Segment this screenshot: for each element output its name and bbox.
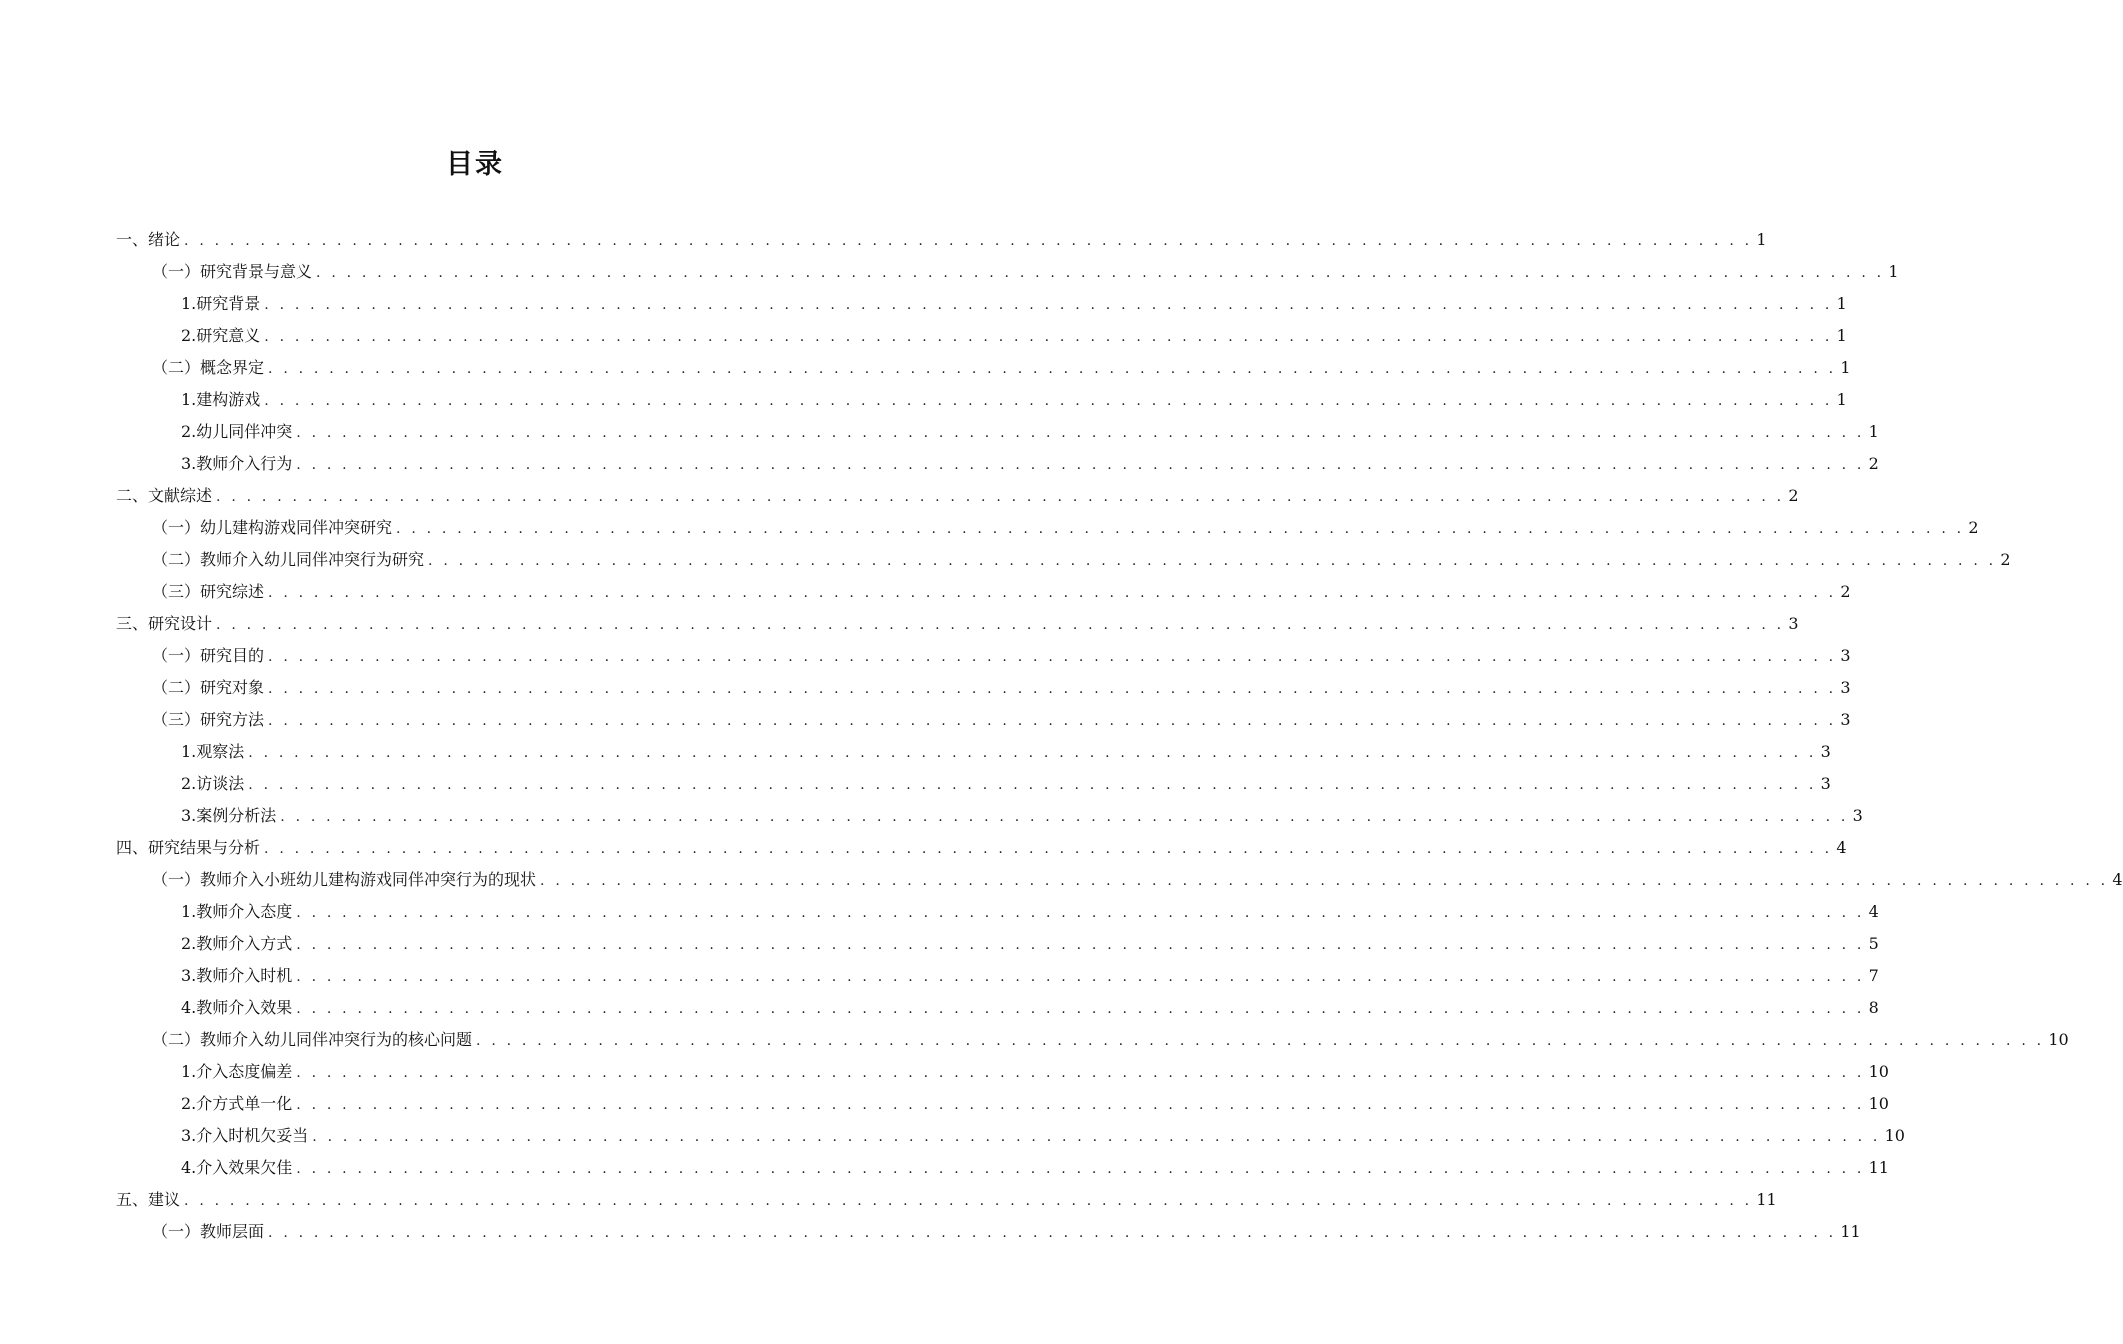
toc-entry-page-number: 3 xyxy=(1820,742,1831,761)
toc-dot-leader: . . . . . . . . . . . . . . . . . . . . . . . . . . . . . . . . . . . . . . . . . . . . . . . . . . . . . . . . . . . . . . . . . . . . . . . . . . . . . . . . . . . . . . . . . . . . . . . . . . . . . . . xyxy=(268,585,1837,601)
toc-entry[interactable] xyxy=(0,320,1847,352)
toc-entry[interactable] xyxy=(0,1024,2069,1056)
toc-entry-label: 2.幼儿同伴冲突 xyxy=(181,422,293,441)
toc-entry[interactable] xyxy=(0,672,1851,704)
toc-dot-leader: . . . . . . . . . . . . . . . . . . . . . . . . . . . . . . . . . . . . . . . . . . . . . . . . . . . . . . . . . . . . . . . . . . . . . . . . . . . . . . . . . . . . . . . . . . . . . . . . . . . . . . . xyxy=(296,457,1865,473)
toc-entry[interactable] xyxy=(0,736,1831,768)
toc-entry-label: 四、研究结果与分析 xyxy=(116,838,261,857)
toc-entry[interactable] xyxy=(0,288,1847,320)
toc-entry-page-number: 11 xyxy=(1840,1222,1861,1241)
toc-entry-page-number: 2 xyxy=(1968,518,1979,537)
toc-entry-page-number: 5 xyxy=(1868,934,1879,953)
toc-entry-page-number: 3 xyxy=(1840,710,1851,729)
toc-dot-leader: . . . . . . . . . . . . . . . . . . . . . . . . . . . . . . . . . . . . . . . . . . . . . . . . . . . . . . . . . . . . . . . . . . . . . . . . . . . . . . . . . . . . . . . . . . . . . . . . . . . . . . . xyxy=(296,1001,1865,1017)
toc-entry[interactable] xyxy=(0,960,1879,992)
toc-dot-leader: . . . . . . . . . . . . . . . . . . . . . . . . . . . . . . . . . . . . . . . . . . . . . . . . . . . . . . . . . . . . . . . . . . . . . . . . . . . . . . . . . . . . . . . . . . . . . . . . . . . . . . . xyxy=(296,969,1865,985)
toc-dot-leader: . . . . . . . . . . . . . . . . . . . . . . . . . . . . . . . . . . . . . . . . . . . . . . . . . . . . . . . . . . . . . . . . . . . . . . . . . . . . . . . . . . . . . . . . . . . . . . . . . . . . . . . xyxy=(296,1161,1865,1177)
toc-entry-label: 1.教师介入态度 xyxy=(181,902,293,921)
toc-entry-page-number: 1 xyxy=(1756,230,1767,249)
toc-entry-label: （一）教师层面 xyxy=(152,1222,265,1241)
page-title: 目录 xyxy=(446,149,504,180)
toc-entry-page-number: 4 xyxy=(1836,838,1847,857)
toc-entry[interactable] xyxy=(0,928,1879,960)
toc-entry[interactable] xyxy=(0,704,1851,736)
toc-entry-label: 4.教师介入效果 xyxy=(181,998,293,1017)
toc-entry-page-number: 11 xyxy=(1756,1190,1777,1209)
toc-entry-label: 三、研究设计 xyxy=(116,614,213,633)
toc-entry-label: （三）研究方法 xyxy=(152,710,265,729)
toc-entry-label: 2.访谈法 xyxy=(181,774,245,793)
toc-entry-page-number: 1 xyxy=(1868,422,1879,441)
toc-entry[interactable] xyxy=(0,992,1879,1024)
toc-entry-label: 1.研究背景 xyxy=(181,294,261,313)
toc-entry-page-number: 4 xyxy=(2112,870,2123,889)
toc-dot-leader: . . . . . . . . . . . . . . . . . . . . . . . . . . . . . . . . . . . . . . . . . . . . . . . . . . . . . . . . . . . . . . . . . . . . . . . . . . . . . . . . . . . . . . . . . . . . . . . . . . . . . . . xyxy=(296,1065,1865,1081)
toc-dot-leader: . . . . . . . . . . . . . . . . . . . . . . . . . . . . . . . . . . . . . . . . . . . . . . . . . . . . . . . . . . . . . . . . . . . . . . . . . . . . . . . . . . . . . . . . . . . . . . . . . . . . . . . xyxy=(540,873,2109,889)
toc-entry-label: 2.教师介入方式 xyxy=(181,934,293,953)
toc-entry[interactable] xyxy=(0,224,1767,256)
toc-entry[interactable] xyxy=(0,896,1879,928)
toc-entry-label: 1.观察法 xyxy=(181,742,245,761)
toc-entry-label: 3.介入时机欠妥当 xyxy=(181,1126,309,1145)
toc-entry-label: 一、绪论 xyxy=(116,230,181,249)
toc-dot-leader: . . . . . . . . . . . . . . . . . . . . . . . . . . . . . . . . . . . . . . . . . . . . . . . . . . . . . . . . . . . . . . . . . . . . . . . . . . . . . . . . . . . . . . . . . . . . . . . . . . . . . . . xyxy=(216,489,1785,505)
toc-dot-leader: . . . . . . . . . . . . . . . . . . . . . . . . . . . . . . . . . . . . . . . . . . . . . . . . . . . . . . . . . . . . . . . . . . . . . . . . . . . . . . . . . . . . . . . . . . . . . . . . . . . . . . . xyxy=(184,233,1753,249)
toc-entry-page-number: 10 xyxy=(1868,1062,1889,1081)
toc-dot-leader: . . . . . . . . . . . . . . . . . . . . . . . . . . . . . . . . . . . . . . . . . . . . . . . . . . . . . . . . . . . . . . . . . . . . . . . . . . . . . . . . . . . . . . . . . . . . . . . . . . . . . . . xyxy=(268,681,1837,697)
toc-entry-page-number: 3 xyxy=(1840,678,1851,697)
toc-entry[interactable] xyxy=(0,480,1799,512)
toc-dot-leader: . . . . . . . . . . . . . . . . . . . . . . . . . . . . . . . . . . . . . . . . . . . . . . . . . . . . . . . . . . . . . . . . . . . . . . . . . . . . . . . . . . . . . . . . . . . . . . . . . . . . . . . xyxy=(264,841,1833,857)
toc-entry-label: （二）研究对象 xyxy=(152,678,265,697)
toc-entry-page-number: 3 xyxy=(1788,614,1799,633)
toc-entry[interactable] xyxy=(0,352,1851,384)
toc-entry-page-number: 1 xyxy=(1888,262,1899,281)
toc-entry[interactable] xyxy=(0,256,1899,288)
toc-entry[interactable] xyxy=(0,1120,1905,1152)
toc-entry[interactable] xyxy=(0,608,1799,640)
toc-entry-label: 2.研究意义 xyxy=(181,326,261,345)
toc-dot-leader: . . . . . . . . . . . . . . . . . . . . . . . . . . . . . . . . . . . . . . . . . . . . . . . . . . . . . . . . . . . . . . . . . . . . . . . . . . . . . . . . . . . . . . . . . . . . . . . . . . . . . . . xyxy=(396,521,1965,537)
toc-entry-page-number: 2 xyxy=(1788,486,1799,505)
toc-entry-page-number: 10 xyxy=(2048,1030,2069,1049)
toc-entry[interactable] xyxy=(0,1056,1889,1088)
toc-entry[interactable] xyxy=(0,576,1851,608)
toc-entry[interactable] xyxy=(0,384,1847,416)
toc-entry[interactable] xyxy=(0,1152,1889,1184)
toc-dot-leader: . . . . . . . . . . . . . . . . . . . . . . . . . . . . . . . . . . . . . . . . . . . . . . . . . . . . . . . . . . . . . . . . . . . . . . . . . . . . . . . . . . . . . . . . . . . . . . . . . . . . . . . xyxy=(264,393,1833,409)
toc-dot-leader: . . . . . . . . . . . . . . . . . . . . . . . . . . . . . . . . . . . . . . . . . . . . . . . . . . . . . . . . . . . . . . . . . . . . . . . . . . . . . . . . . . . . . . . . . . . . . . . . . . . . . . . xyxy=(264,329,1833,345)
table-of-contents xyxy=(0,224,2123,1248)
toc-dot-leader: . . . . . . . . . . . . . . . . . . . . . . . . . . . . . . . . . . . . . . . . . . . . . . . . . . . . . . . . . . . . . . . . . . . . . . . . . . . . . . . . . . . . . . . . . . . . . . . . . . . . . . . xyxy=(312,1129,1881,1145)
toc-entry-page-number: 2 xyxy=(1840,582,1851,601)
toc-entry-page-number: 4 xyxy=(1868,902,1879,921)
toc-entry[interactable] xyxy=(0,512,1979,544)
toc-dot-leader: . . . . . . . . . . . . . . . . . . . . . . . . . . . . . . . . . . . . . . . . . . . . . . . . . . . . . . . . . . . . . . . . . . . . . . . . . . . . . . . . . . . . . . . . . . . . . . . . . . . . . . . xyxy=(268,1225,1837,1241)
toc-entry-page-number: 10 xyxy=(1868,1094,1889,1113)
toc-dot-leader: . . . . . . . . . . . . . . . . . . . . . . . . . . . . . . . . . . . . . . . . . . . . . . . . . . . . . . . . . . . . . . . . . . . . . . . . . . . . . . . . . . . . . . . . . . . . . . . . . . . . . . . xyxy=(476,1033,2045,1049)
toc-entry[interactable] xyxy=(0,800,1863,832)
toc-entry-label: （二）教师介入幼儿同伴冲突行为的核心问题 xyxy=(152,1030,473,1049)
toc-entry-label: （二）教师介入幼儿同伴冲突行为研究 xyxy=(152,550,425,569)
toc-entry[interactable] xyxy=(0,1184,1777,1216)
toc-entry-page-number: 1 xyxy=(1836,390,1847,409)
toc-entry[interactable] xyxy=(0,640,1851,672)
toc-entry-page-number: 8 xyxy=(1868,998,1879,1017)
toc-entry-label: （二）概念界定 xyxy=(152,358,265,377)
toc-entry-page-number: 11 xyxy=(1868,1158,1889,1177)
toc-entry-page-number: 3 xyxy=(1840,646,1851,665)
toc-entry[interactable] xyxy=(0,1088,1889,1120)
toc-dot-leader: . . . . . . . . . . . . . . . . . . . . . . . . . . . . . . . . . . . . . . . . . . . . . . . . . . . . . . . . . . . . . . . . . . . . . . . . . . . . . . . . . . . . . . . . . . . . . . . . . . . . . . . xyxy=(280,809,1849,825)
toc-entry-label: （一）研究目的 xyxy=(152,646,265,665)
toc-entry-page-number: 3 xyxy=(1820,774,1831,793)
toc-entry-label: （三）研究综述 xyxy=(152,582,265,601)
toc-entry-page-number: 3 xyxy=(1852,806,1863,825)
toc-entry-label: 3.案例分析法 xyxy=(181,806,277,825)
toc-entry-label: （一）幼儿建构游戏同伴冲突研究 xyxy=(152,518,393,537)
toc-dot-leader: . . . . . . . . . . . . . . . . . . . . . . . . . . . . . . . . . . . . . . . . . . . . . . . . . . . . . . . . . . . . . . . . . . . . . . . . . . . . . . . . . . . . . . . . . . . . . . . . . . . . . . . xyxy=(296,425,1865,441)
toc-dot-leader: . . . . . . . . . . . . . . . . . . . . . . . . . . . . . . . . . . . . . . . . . . . . . . . . . . . . . . . . . . . . . . . . . . . . . . . . . . . . . . . . . . . . . . . . . . . . . . . . . . . . . . . xyxy=(296,1097,1865,1113)
toc-entry[interactable] xyxy=(0,416,1879,448)
toc-dot-leader: . . . . . . . . . . . . . . . . . . . . . . . . . . . . . . . . . . . . . . . . . . . . . . . . . . . . . . . . . . . . . . . . . . . . . . . . . . . . . . . . . . . . . . . . . . . . . . . . . . . . . . . xyxy=(248,777,1817,793)
toc-entry-label: 二、文献综述 xyxy=(116,486,213,505)
toc-entry-page-number: 1 xyxy=(1836,326,1847,345)
toc-entry-page-number: 1 xyxy=(1840,358,1851,377)
toc-entry[interactable] xyxy=(0,544,2011,576)
toc-entry[interactable] xyxy=(0,768,1831,800)
toc-dot-leader: . . . . . . . . . . . . . . . . . . . . . . . . . . . . . . . . . . . . . . . . . . . . . . . . . . . . . . . . . . . . . . . . . . . . . . . . . . . . . . . . . . . . . . . . . . . . . . . . . . . . . . . xyxy=(268,361,1837,377)
toc-entry-label: 1.建构游戏 xyxy=(181,390,261,409)
toc-dot-leader: . . . . . . . . . . . . . . . . . . . . . . . . . . . . . . . . . . . . . . . . . . . . . . . . . . . . . . . . . . . . . . . . . . . . . . . . . . . . . . . . . . . . . . . . . . . . . . . . . . . . . . . xyxy=(316,265,1885,281)
toc-entry-label: 3.教师介入行为 xyxy=(181,454,293,473)
toc-entry[interactable] xyxy=(0,864,2123,896)
toc-dot-leader: . . . . . . . . . . . . . . . . . . . . . . . . . . . . . . . . . . . . . . . . . . . . . . . . . . . . . . . . . . . . . . . . . . . . . . . . . . . . . . . . . . . . . . . . . . . . . . . . . . . . . . . xyxy=(268,649,1837,665)
toc-entry-label: 4.介入效果欠佳 xyxy=(181,1158,293,1177)
toc-dot-leader: . . . . . . . . . . . . . . . . . . . . . . . . . . . . . . . . . . . . . . . . . . . . . . . . . . . . . . . . . . . . . . . . . . . . . . . . . . . . . . . . . . . . . . . . . . . . . . . . . . . . . . . xyxy=(296,937,1865,953)
toc-entry[interactable] xyxy=(0,832,1847,864)
toc-dot-leader: . . . . . . . . . . . . . . . . . . . . . . . . . . . . . . . . . . . . . . . . . . . . . . . . . . . . . . . . . . . . . . . . . . . . . . . . . . . . . . . . . . . . . . . . . . . . . . . . . . . . . . . xyxy=(184,1193,1753,1209)
toc-entry-page-number: 2 xyxy=(1868,454,1879,473)
toc-dot-leader: . . . . . . . . . . . . . . . . . . . . . . . . . . . . . . . . . . . . . . . . . . . . . . . . . . . . . . . . . . . . . . . . . . . . . . . . . . . . . . . . . . . . . . . . . . . . . . . . . . . . . . . xyxy=(428,553,1997,569)
toc-entry-label: 五、建议 xyxy=(116,1190,181,1209)
toc-entry-label: 2.介方式单一化 xyxy=(181,1094,293,1113)
toc-dot-leader: . . . . . . . . . . . . . . . . . . . . . . . . . . . . . . . . . . . . . . . . . . . . . . . . . . . . . . . . . . . . . . . . . . . . . . . . . . . . . . . . . . . . . . . . . . . . . . . . . . . . . . . xyxy=(296,905,1865,921)
toc-entry-page-number: 7 xyxy=(1868,966,1879,985)
toc-dot-leader: . . . . . . . . . . . . . . . . . . . . . . . . . . . . . . . . . . . . . . . . . . . . . . . . . . . . . . . . . . . . . . . . . . . . . . . . . . . . . . . . . . . . . . . . . . . . . . . . . . . . . . . xyxy=(248,745,1817,761)
toc-entry-page-number: 2 xyxy=(2000,550,2011,569)
toc-entry-label: （一）研究背景与意义 xyxy=(152,262,313,281)
toc-entry-label: （一）教师介入小班幼儿建构游戏同伴冲突行为的现状 xyxy=(152,870,537,889)
toc-entry-page-number: 1 xyxy=(1836,294,1847,313)
toc-dot-leader: . . . . . . . . . . . . . . . . . . . . . . . . . . . . . . . . . . . . . . . . . . . . . . . . . . . . . . . . . . . . . . . . . . . . . . . . . . . . . . . . . . . . . . . . . . . . . . . . . . . . . . . xyxy=(264,297,1833,313)
toc-dot-leader: . . . . . . . . . . . . . . . . . . . . . . . . . . . . . . . . . . . . . . . . . . . . . . . . . . . . . . . . . . . . . . . . . . . . . . . . . . . . . . . . . . . . . . . . . . . . . . . . . . . . . . . xyxy=(268,713,1837,729)
toc-entry[interactable] xyxy=(0,1216,1861,1248)
toc-entry[interactable] xyxy=(0,448,1879,480)
toc-entry-label: 3.教师介入时机 xyxy=(181,966,293,985)
toc-entry-label: 1.介入态度偏差 xyxy=(181,1062,293,1081)
toc-entry-page-number: 10 xyxy=(1884,1126,1905,1145)
toc-dot-leader: . . . . . . . . . . . . . . . . . . . . . . . . . . . . . . . . . . . . . . . . . . . . . . . . . . . . . . . . . . . . . . . . . . . . . . . . . . . . . . . . . . . . . . . . . . . . . . . . . . . . . . . xyxy=(216,617,1785,633)
